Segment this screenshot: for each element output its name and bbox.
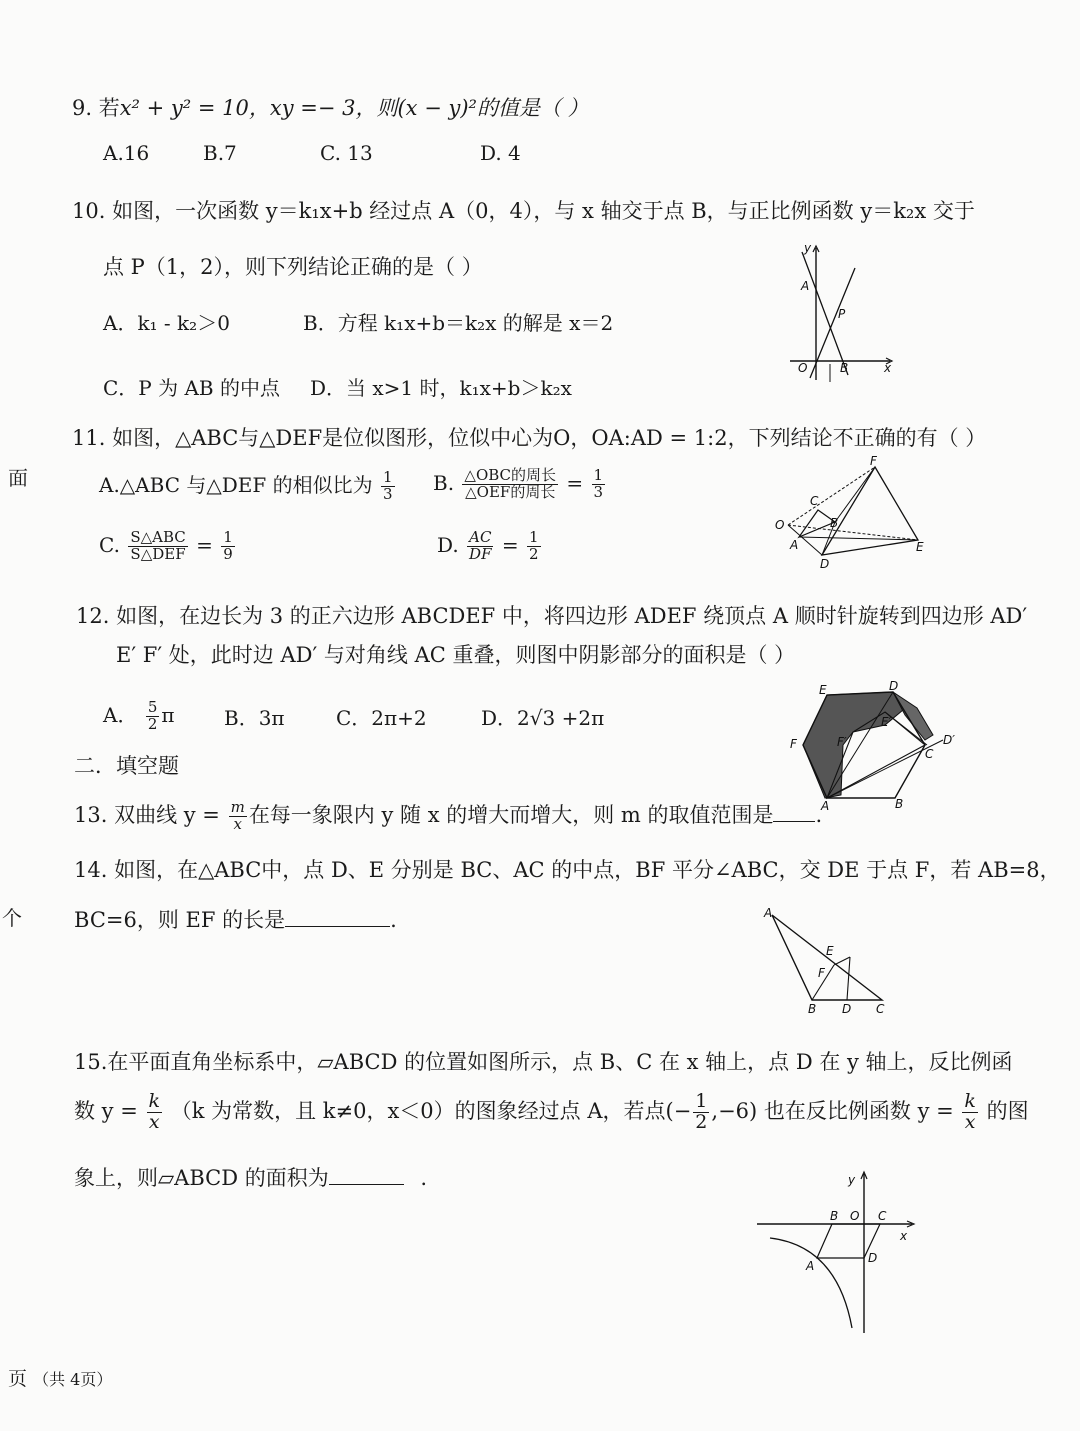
q14-label-f: F [818,966,825,980]
q9-prefix: 9. 若 [72,96,120,120]
q15-line2-b: （k 为常数，且 k≠0，x＜0）的图象经过点 A，若点(− [170,1098,692,1123]
q12-shaded-region-right [893,692,933,740]
q11-label-d: D [820,557,830,571]
q14-line2-prefix: BC=6，则 EF 的长是 [74,908,286,932]
q10-stem-line2: 点 P（1，2），则下列结论正确的是（ ） [103,255,483,279]
q11-label-e: E [916,540,924,554]
q11-option-d-num: AC [469,528,492,546]
q12-option-a [103,700,175,733]
q11-option-d-rhs-den: 2 [528,544,539,563]
q12-option-c: C．2π+2 [336,706,427,730]
q15-half-den: 2 [695,1110,708,1133]
q15-label-x: x [900,1229,908,1243]
q11-option-d-label: D. [437,532,459,557]
q15-fraction-kx [147,1092,163,1133]
q14-stem-line1: 14. 如图，在△ABC中，点 D、E 分别是 BC、AC 的中点，BF 平分∠ABC，交 DE 于点 F，若 AB=8， [74,858,1061,882]
q12-stem-line2: E′ F′ 处，此时边 AD′ 与对角线 AC 重叠，则图中阴影部分的面积是（ ） [116,643,796,667]
q11-option-c-rhs-num: 1 [223,528,233,546]
q11-option-b-fraction [462,468,558,501]
q11-option-b-rhs-num: 1 [593,466,604,484]
q11-label-a: A [790,538,799,552]
q15-answer-blank[interactable] [329,1166,404,1185]
q12-figure [785,680,970,815]
q15-k-2: k [964,1090,976,1112]
q9-stem [72,98,589,119]
q12-option-a-label: A． [103,702,138,727]
q10-option-c: C．P 为 AB 的中点 [103,376,280,400]
q11-option-c-den: S△DEF [130,544,186,563]
q14-label-a: A [764,906,773,920]
q10-option-d: D．当 x>1 时，k₁x+b＞k₂x [310,376,572,400]
q12-label-b: B [895,797,904,811]
q10-option-a: A．k₁ - k₂＞0 [103,311,230,335]
q10-axis-arrows [813,246,892,364]
q15-fraction-kx-2 [962,1092,978,1133]
q12-option-d: D．2√3 +2π [481,706,605,730]
q14-label-e: E [826,944,834,958]
q10-label-o: O [798,361,808,375]
q11-option-d-den: DF [469,544,492,563]
q12-option-a-den: 2 [147,714,158,733]
q11-option-c-rhs-den: 9 [223,544,233,563]
q11-option-b-eq: = [566,470,584,495]
q15-hyperbola [770,1238,852,1328]
q11-option-b-den: △OEF的周长 [465,482,556,501]
q15-x-2: x [964,1110,976,1133]
q11-option-a-text: A.△ABC 与△DEF 的相似比为 [99,472,373,497]
q15-label-c: C [878,1209,887,1223]
page-footer [8,1370,112,1389]
q14-stem-line2 [74,908,397,931]
q12-stem-line1: 12. 如图，在边长为 3 的正六边形 ABCDEF 中，将四边形 ADEF 绕顶点 A 顺时针旋转到四边形 AD′ [76,604,1028,628]
q10-label-a: A [801,279,810,293]
q14-label-d: D [842,1002,852,1016]
margin-fragment-1: 面 [8,466,28,490]
q11-option-a-fraction [381,470,395,503]
q9-option-b: B.7 [203,141,237,165]
q15-end: . [420,1166,428,1190]
q15-axis-arrows [861,1172,914,1227]
q11-option-c [99,530,237,563]
q11-option-d-rhs [527,530,541,563]
q12-option-a-suffix: π [161,702,175,727]
q11-option-c-rhs [221,530,235,563]
q11-option-c-label: C. [99,532,120,557]
q15-line2-c: ,−6) 也在反比例函数 y = [711,1098,954,1123]
q13-suffix: 在每一象限内 y 随 x 的增大而增大，则 m 的取值范围是 [248,802,774,827]
q9-option-c: C. 13 [320,141,373,165]
q11-option-b [433,468,607,501]
q11-option-a-den: 3 [382,484,393,503]
q15-line3-prefix: 象上，则▱ABCD 的面积为 [74,1166,329,1190]
q15-line2-d: 的图 [986,1098,1029,1123]
q15-k: k [148,1090,161,1112]
q15-fraction-half [693,1092,709,1133]
q11-figure [770,455,935,575]
q13-end: . [815,802,823,827]
q13-num: m [230,798,245,816]
q11-label-c: C [810,494,819,508]
q12-label-e: E [819,683,827,697]
q11-option-d-fraction [467,530,493,563]
q15-label-o: O [850,1209,860,1223]
q11-option-d-rhs-num: 1 [528,528,539,546]
q15-line2-a: 数 y = [74,1098,138,1123]
q11-triangle-def [822,467,918,555]
q15-label-d: D [868,1251,878,1265]
q11-label-o: O [775,518,785,532]
q11-option-b-label: B. [433,470,455,495]
q15-label-a: A [806,1259,815,1273]
q11-option-a [99,470,397,503]
q11-segment-bf [835,467,875,522]
q11-label-b: B [830,516,839,530]
q9-equation: x² + y² = 10，xy =− 3，则(x − y)²的值是（ ） [119,96,589,120]
q14-label-b: B [808,1002,817,1016]
q11-option-b-rhs [592,468,606,501]
q12-option-a-fraction [146,700,160,733]
margin-fragment-2: 个 [2,906,22,930]
q13-stem [74,800,822,833]
q9-option-a: A.16 [103,141,150,165]
section-fill-in-blank: 二．填空题 [74,754,179,778]
q15-half-num: 1 [695,1090,708,1112]
q11-option-d-eq: = [501,532,519,557]
q10-label-b: B [840,361,849,375]
q15-x: x [148,1110,160,1133]
q12-label-d-prime: D′ [943,733,955,747]
q10-label-x: x [884,361,892,375]
q10-stem-line1: 10. 如图，一次函数 y＝k₁x+b 经过点 A（0，4），与 x 轴交于点 B，与正比例函数 y＝k₂x 交于 [72,199,975,223]
q12-label-e-prime: E′ [881,715,892,729]
q12-option-b: B．3π [224,706,285,730]
q11-option-b-num: △OBC的周长 [464,466,557,484]
q11-ray-oe [788,525,918,540]
q13-prefix: 13. 双曲线 y = [74,802,220,827]
q12-label-f: F [790,737,797,751]
q15-label-y: y [848,1173,856,1187]
q12-label-f-prime: F′ [837,735,847,749]
q15-figure [752,1168,927,1338]
q11-option-b-rhs-den: 3 [593,482,604,501]
q14-figure [762,905,897,1017]
q11-option-d [437,530,543,563]
q11-option-c-num: S△ABC [130,528,186,546]
q12-option-a-num: 5 [147,698,158,716]
q14-segment-fe [834,957,850,965]
q13-fraction [229,800,247,833]
q10-option-b: B．方程 k₁x+b＝k₂x 的解是 x＝2 [303,311,614,335]
q11-stem: 11. 如图，△ABC与△DEF是位似图形，位似中心为O，OA:AD = 1:2，下列结论不正确的有（ ） [72,426,987,450]
q10-label-y: y [804,241,812,255]
q11-option-a-num: 1 [382,468,393,486]
q13-den: x [233,814,242,833]
q10-label-p: P [838,307,846,321]
q10-figure [780,240,900,385]
q14-label-c: C [876,1002,885,1016]
q14-end: . [390,908,397,932]
q14-midline-de [847,957,850,1000]
q11-option-c-eq: = [196,532,213,557]
q12-label-d: D [889,679,899,693]
footer-prefix: 页 [8,1368,28,1390]
q14-answer-blank[interactable] [285,908,390,927]
q15-stem-line2 [74,1092,1029,1133]
q12-label-a: A [821,799,830,813]
q13-answer-blank[interactable] [773,803,815,822]
q15-label-b: B [830,1209,839,1223]
q11-label-f: F [870,454,877,468]
q11-option-c-fraction [128,530,187,563]
q12-shaded-region-left [803,692,903,798]
q9-option-d: D. 4 [480,141,521,165]
q12-label-c: C [925,747,934,761]
q15-stem-line1: 15.在平面直角坐标系中，▱ABCD 的位置如图所示，点 B、C 在 x 轴上，点 D 在 y 轴上，反比例函 [74,1050,1013,1074]
footer-page-count: （共 4页） [33,1370,113,1389]
q15-stem-line3 [74,1166,427,1189]
